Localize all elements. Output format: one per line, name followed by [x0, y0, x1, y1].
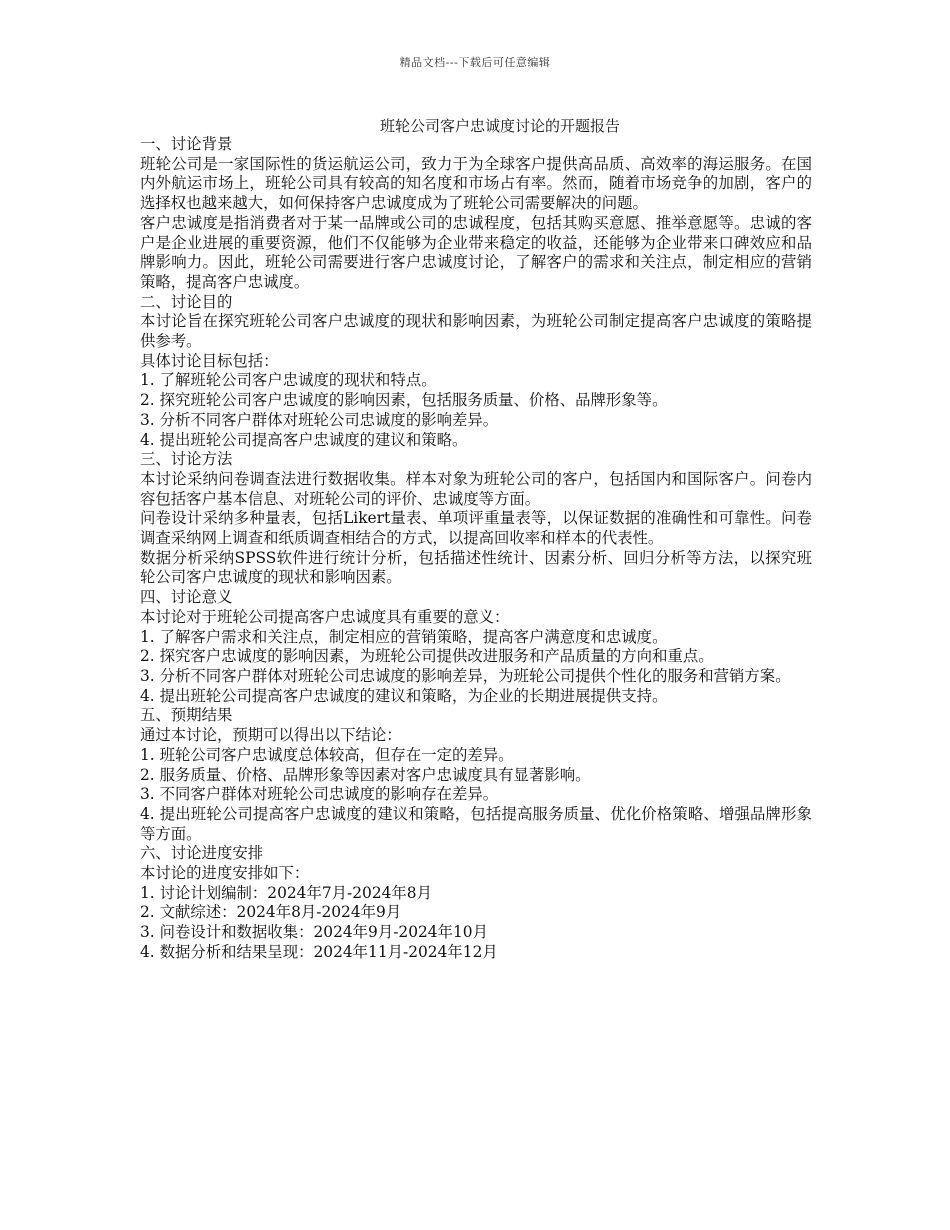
list-item: 4. 提出班轮公司提高客户忠诚度的建议和策略，包括提高服务质量、优化价格策略、增强品牌形象等方面。 [140, 804, 812, 843]
paragraph: 本讨论的进度安排如下： [140, 864, 310, 883]
list-item: 4. 提出班轮公司提高客户忠诚度的建议和策略，为企业的长期进展提供支持。 [140, 686, 668, 705]
header-note: 精品文档---下载后可任意编辑 [399, 56, 551, 69]
list-item: 4. 提出班轮公司提高客户忠诚度的建议和策略。 [140, 430, 468, 449]
section-heading-background: 一、讨论背景 [140, 135, 233, 153]
paragraph: 问卷设计采纳多种量表，包括Likert量表、单项评重量表等，以保证数据的准确性和可靠性。问卷调查采纳网上调查和纸质调查相结合的方式，以提高回收率和样本的代表性。 [140, 509, 812, 548]
list-item: 1. 了解班轮公司客户忠诚度的现状和特点。 [140, 371, 437, 390]
paragraph: 通过本讨论，预期可以得出以下结论： [140, 726, 402, 745]
paragraph: 本讨论采纳问卷调查法进行数据收集。样本对象为班轮公司的客户，包括国内和国际客户。问卷内容包括客户基本信息、对班轮公司的评价、忠诚度等方面。 [140, 469, 812, 508]
paragraph: 客户忠诚度是指消费者对于某一品牌或公司的忠诚程度，包括其购买意愿、推举意愿等。忠诚的客户是企业进展的重要资源，他们不仅能够为企业带来稳定的收益，还能够为企业带来口碑效应和品牌影响力。因此，班轮公司需要进行客户忠诚度讨论，了解客户的需求和关注点，制定相应的营销策略，提高客户忠诚度。 [140, 213, 812, 291]
list-item: 3. 问卷设计和数据收集：2024年9月-2024年10月 [140, 923, 488, 942]
list-item: 4. 数据分析和结果呈现：2024年11月-2024年12月 [140, 942, 498, 961]
section-heading-expected-results: 五、预期结果 [140, 706, 233, 725]
list-item: 1. 讨论计划编制：2024年7月-2024年8月 [140, 883, 432, 902]
paragraph: 数据分析采纳SPSS软件进行统计分析，包括描述性统计、因素分析、回归分析等方法，以探究班轮公司客户忠诚度的现状和影响因素。 [140, 548, 812, 587]
list-item: 2. 文献综述：2024年8月-2024年9月 [140, 903, 402, 922]
list-item: 3. 分析不同客户群体对班轮公司忠诚度的影响差异，为班轮公司提供个性化的服务和营销方案。 [140, 666, 791, 685]
list-item: 3. 分析不同客户群体对班轮公司忠诚度的影响差异。 [140, 410, 499, 429]
document-title: 班轮公司客户忠诚度讨论的开题报告 [379, 117, 620, 135]
list-item: 1. 班轮公司客户忠诚度总体较高，但存在一定的差异。 [140, 745, 514, 764]
section-heading-significance: 四、讨论意义 [140, 588, 233, 607]
paragraph: 本讨论旨在探究班轮公司客户忠诚度的现状和影响因素，为班轮公司制定提高客户忠诚度的策略提供参考。 [140, 312, 812, 351]
paragraph: 具体讨论目标包括： [140, 351, 279, 370]
list-item: 3. 不同客户群体对班轮公司忠诚度的影响存在差异。 [140, 785, 499, 804]
list-item: 2. 探究班轮公司客户忠诚度的影响因素，包括服务质量、价格、品牌形象等。 [140, 391, 668, 410]
paragraph: 班轮公司是一家国际性的货运航运公司，致力于为全球客户提供高品质、高效率的海运服务。在国内外航运市场上，班轮公司具有较高的知名度和市场占有率。然而，随着市场竞争的加剧，客户的选择权也越来越大，如何保持客户忠诚度成为了班轮公司需要解决的问题。 [140, 154, 812, 213]
list-item: 2. 服务质量、价格、品牌形象等因素对客户忠诚度具有显著影响。 [140, 765, 591, 784]
list-item: 2. 探究客户忠诚度的影响因素，为班轮公司提供改进服务和产品质量的方向和重点。 [140, 647, 714, 666]
paragraph: 本讨论对于班轮公司提高客户忠诚度具有重要的意义： [140, 607, 510, 626]
section-heading-schedule: 六、讨论进度安排 [140, 844, 264, 863]
list-item: 1. 了解客户需求和关注点，制定相应的营销策略，提高客户满意度和忠诚度。 [140, 627, 668, 646]
section-heading-purpose: 二、讨论目的 [140, 292, 233, 311]
document-body [140, 135, 812, 963]
section-heading-method: 三、讨论方法 [140, 450, 233, 469]
